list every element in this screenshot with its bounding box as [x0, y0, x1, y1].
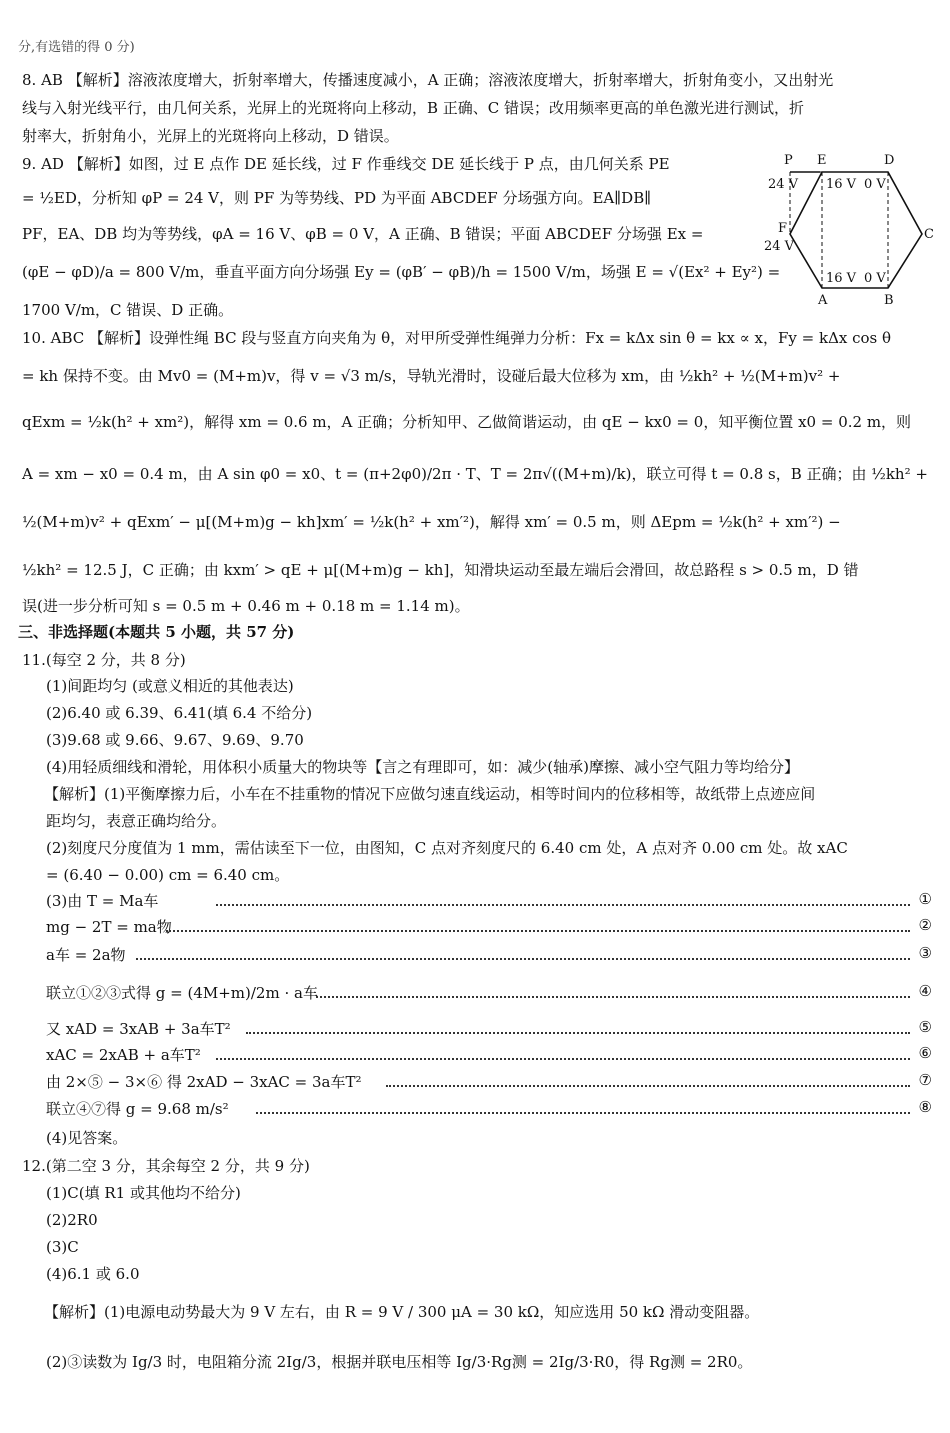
q9-line-4: (φE − φD)/a = 800 V/m，垂直平面方向分场强 Ey = (φB′ − φB)/h = 1500 V/m，场强 E = √(Ex² + Ey²) =: [22, 263, 781, 281]
q12-answer-1: (1)C(填 R1 或其他均不给分): [46, 1184, 241, 1202]
label-c: C: [924, 227, 934, 242]
q9-line-1: 9. AD 【解析】如图，过 E 点作 DE 延长线，过 F 作垂线交 DE 延长线于 P 点，由几何关系 PE: [22, 155, 670, 173]
value-b: 0 V: [864, 271, 886, 286]
q10-line-1: 10. ABC 【解析】设弹性绳 BC 段与竖直方向夹角为 θ，对甲所受弹性绳弹力分析：Fx = kΔx sin θ = kx ∝ x，Fy = kΔx cos θ: [22, 329, 892, 347]
q11-answer-3: (3)9.68 或 9.66、9.67、9.69、9.70: [46, 731, 304, 749]
q11-equation-8: 联立④⑦得 g = 9.68 m/s² ⑧: [46, 1098, 932, 1118]
label-e: E: [817, 153, 827, 168]
q11-analysis-1: 【解析】(1)平衡摩擦力后，小车在不挂重物的情况下应做匀速直线运动，相等时间内的位移相等，故纸带上点迹应间: [44, 785, 816, 803]
q11-answer-2: (2)6.40 或 6.39、6.41(填 6.4 不给分): [46, 704, 313, 722]
value-e: 16 V: [826, 177, 857, 192]
label-b: B: [884, 293, 894, 308]
value-a: 16 V: [826, 271, 857, 286]
q10-line-7: 误(进一步分析可知 s = 0.5 m + 0.46 m + 0.18 m = 1.14 m)。: [22, 597, 470, 615]
q10-line-6: ½kh² = 12.5 J，C 正确；由 kxm′ > qE + μ[(M+m)g − kh]，知滑块运动至最左端后会滑回，故总路程 s > 0.5 m，D 错: [22, 561, 859, 579]
label-p: P: [784, 153, 793, 168]
label-a: A: [818, 293, 828, 308]
q11-equation-6: xAC = 2xAB + a车T² ⑥: [46, 1044, 932, 1064]
q11-equation-5: 又 xAD = 3xAB + 3a车T² ⑤: [46, 1018, 932, 1038]
q8-line-2: 线与入射光线平行，由几何关系，光屏上的光斑将向上移动，B 正确、C 错误；改用频率更高的单色激光进行测试，折: [22, 99, 805, 117]
value-p: 24 V: [768, 177, 799, 192]
q8-line-1: 8. AB 【解析】溶液浓度增大，折射率增大，传播速度减小，A 正确；溶液浓度增大，折射率增大，折射角变小，又出射光: [22, 71, 834, 89]
label-f: F: [778, 221, 788, 236]
q9-line-2: = ½ED，分析知 φP = 24 V，则 PF 为等势线、PD 为平面 ABCDEF 分场强方向。EA∥DB∥: [22, 189, 652, 207]
q12-answer-4: (4)6.1 或 6.0: [46, 1265, 140, 1283]
q11-analysis-2: 距均匀，表意正确均给分。: [46, 812, 227, 830]
section-3-heading: 三、非选择题(本题共 5 小题，共 57 分): [18, 623, 295, 641]
q8-line-3: 射率大，折射角小，光屏上的光斑将向上移动，D 错误。: [22, 127, 399, 145]
q11-equation-1: (3)由 T = Ma车 ①: [46, 890, 932, 910]
q11-answer-1: (1)间距均匀 (或意义相近的其他表达): [46, 677, 294, 695]
q12-answer-3: (3)C: [46, 1238, 79, 1256]
q10-line-2: = kh 保持不变。由 Mv0 = (M+m)v，得 v = √3 m/s，导轨光滑时，设碰后最大位移为 xm，由 ½kh² + ½(M+m)v² +: [22, 367, 841, 385]
label-d: D: [884, 153, 895, 168]
q11-answer-4: (4)用轻质细线和滑轮，用体积小质量大的物块等【言之有理即可，如：减少(轴承)摩擦、减小空气阻力等均给分】: [46, 758, 799, 776]
q10-line-4: A = xm − x0 = 0.4 m，由 A sin φ0 = x0、t = (π+2φ0)/2π · T、T = 2π√((M+m)/k)，联立可得 t = 0.8 s，B 正确；由 ½kh² +: [22, 465, 928, 483]
q11-head: 11.(每空 2 分，共 8 分): [22, 651, 186, 669]
q9-line-3: PF，EA、DB 均为等势线，φA = 16 V、φB = 0 V，A 正确、B 错误；平面 ABCDEF 分场强 Ex =: [22, 225, 704, 243]
q9-line-5: 1700 V/m，C 错误、D 正确。: [22, 301, 234, 319]
q12-analysis-1: 【解析】(1)电源电动势最大为 9 V 左右，由 R = 9 V / 300 μA = 30 kΩ，知应选用 50 kΩ 滑动变阻器。: [44, 1303, 760, 1321]
q12-answer-2: (2)2R0: [46, 1211, 98, 1229]
q10-line-3: qExm = ½k(h² + xm²)，解得 xm = 0.6 m，A 正确；分析知甲、乙做简谐运动，由 qE − kx0 = 0，知平衡位置 x0 = 0.2 m，则: [22, 413, 912, 431]
q10-line-5: ½(M+m)v² + qExm′ − μ[(M+m)g − kh]xm′ = ½k(h² + xm′²)，解得 xm′ = 0.5 m，则 ΔEpm = ½k(h² + xm′²) −: [22, 513, 841, 531]
q11-equation-3: a车 = 2a物 ③: [46, 944, 932, 964]
q11-end: (4)见答案。: [46, 1129, 128, 1147]
q12-head: 12.(第二空 3 分，其余每空 2 分，共 9 分): [22, 1157, 310, 1175]
q11-equation-4: 联立①②③式得 g = (4M+m)/2m · a车 ④: [46, 982, 932, 1002]
value-d: 0 V: [864, 177, 886, 192]
value-f: 24 V: [764, 239, 795, 254]
q11-equation-2: mg − 2T = ma物 ②: [46, 916, 932, 936]
q12-analysis-2: (2)③读数为 Ig/3 时，电阻箱分流 2Ig/3，根据并联电压相等 Ig/3·Rg测 = 2Ig/3·R0，得 Rg测 = 2R0。: [46, 1353, 753, 1371]
hexagon-diagram: [760, 150, 940, 310]
top-cut-line: 分,有选错的得 0 分): [18, 40, 135, 55]
q11-analysis-4: = (6.40 − 0.00) cm = 6.40 cm。: [46, 866, 290, 884]
q11-analysis-3: (2)刻度尺分度值为 1 mm，需估读至下一位，由图知，C 点对齐刻度尺的 6.40 cm 处，A 点对齐 0.00 cm 处。故 xAC: [46, 839, 848, 857]
q11-equation-7: 由 2×⑤ − 3×⑥ 得 2xAD − 3xAC = 3a车T² ⑦: [46, 1071, 932, 1091]
